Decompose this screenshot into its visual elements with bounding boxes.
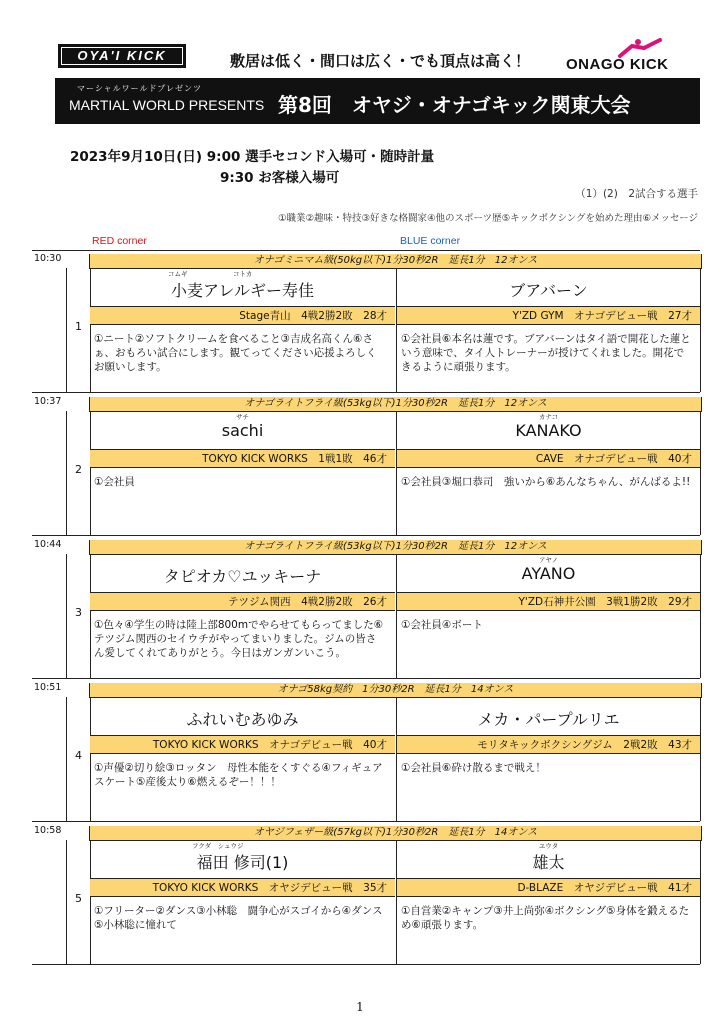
fighter-ruby: アヤノ	[538, 556, 559, 564]
red-corner-label: RED corner	[92, 235, 147, 247]
bout-row	[32, 251, 700, 393]
fighter-profile: ①会社員⑥砕け散るまで戦え！	[401, 762, 546, 774]
fighter-gym-record: TOKYO KICK WORKS オヤジデビュー戦 35才	[90, 878, 395, 897]
blue-fighter	[396, 840, 701, 964]
weight-class: オナゴ58kg契約 1分30秒2R 延長1分 14オンス	[89, 683, 702, 698]
fighter-profile: ①会社員④ボート	[401, 619, 483, 631]
fighter-name: 雄太	[532, 853, 565, 872]
fighter-name: ブアバーン	[509, 281, 588, 300]
fighter-gym-record: D-BLAZE オヤジデビュー戦 41才	[397, 878, 700, 897]
blue-fighter	[396, 268, 701, 392]
fighter-gym-record: モリタキックボクシングジム 2戦2敗 43才	[397, 735, 700, 754]
fighter-gym-record: テツジム関西 4戦2勝2敗 26才	[90, 592, 395, 611]
row-divider	[32, 392, 700, 393]
blue-corner-label: BLUE corner	[400, 235, 461, 247]
weight-class: オナゴライトフライ級(53kg以下)1分30秒2R 延長1分 12オンス	[89, 397, 702, 412]
fighter-gym-record: Y'ZD GYM オナゴデビュー戦 27才	[397, 306, 700, 325]
fighter-profile: ①会社員⑥本名は蓮です。ブアバーンはタイ語で開花した蓮という意味で、タイ人トレーナーが授けてくれました。開花できるように頑張ります。	[401, 333, 691, 373]
fighter-profile: ①会社員③堀口恭司 強いから⑥あんなちゃん、がんばるよ!!	[401, 476, 691, 488]
fighter-gym-record: TOKYO KICK WORKS 1戦1敗 46才	[90, 449, 395, 468]
bout-number	[66, 268, 91, 392]
blue-fighter	[396, 554, 701, 678]
bout-time: 10:51	[34, 682, 62, 693]
fighter-ruby: ユウタ	[538, 842, 559, 850]
red-fighter	[90, 554, 395, 678]
weight-class: オナゴライトフライ級(53kg以下)1分30秒2R 延長1分 12オンス	[89, 540, 702, 555]
fighter-profile: ①色々④学生の時は陸上部800mでやらせてもらってました⑥テツジム関西のセイウチがやってまいりました。ジムの皆さん愛してくれてありがとう。今日はガンガンいこう。	[94, 619, 384, 659]
bout-row	[32, 680, 700, 822]
fighter-name: AYANO	[521, 564, 576, 583]
kicker-icon	[610, 38, 670, 58]
fighter-profile: ①フリーター②ダンス③小林聡 闘争心がスゴイから④ダンス⑤小林聡に憧れて	[94, 905, 383, 931]
fighter-name: メカ・パープルリエ	[477, 710, 620, 729]
blue-fighter	[396, 697, 701, 821]
fighter-name: KANAKO	[515, 421, 582, 440]
red-fighter	[90, 411, 395, 535]
double-bout-note: （1）(2) 2試合する選手	[575, 188, 698, 200]
bout-number	[66, 554, 91, 678]
bout-number-label: 4	[75, 749, 82, 762]
bout-time: 10:30	[34, 253, 62, 264]
bout-time: 10:37	[34, 396, 62, 407]
bout-number	[66, 411, 91, 535]
fighter-profile: ①ニート②ソフトクリームを食べること③吉成名高くん⑥さぁ、おもろい試合にします。観てってください応援よろしくお願いします。	[94, 333, 377, 373]
onago-kick-logo	[562, 38, 692, 78]
schedule-line-1: 2023年9月10日(日) 9:00 選手セコンド入場可・随時計量	[70, 149, 435, 165]
fighter-ruby: カナコ	[538, 413, 559, 421]
fighter-ruby: フクダ シュウジ	[192, 842, 244, 850]
fighter-name: 小麦アレルギー寿佳	[171, 281, 314, 300]
fighter-gym-record: Stage青山 4戦2勝2敗 28才	[90, 306, 395, 325]
bout-number	[66, 697, 91, 821]
profile-legend: ①職業②趣味・特技③好きな格闘家④他のスポーツ歴⑤キックボクシングを始めた理由⑥メッセージ	[277, 213, 698, 224]
bout-row	[32, 823, 700, 965]
fighter-name: 福田 修司(1)	[196, 853, 289, 872]
weight-class: オヤジフェザー級(57kg以下)1分30秒2R 延長1分 14オンス	[89, 826, 702, 841]
blue-fighter	[396, 411, 701, 535]
weight-class: オナゴミニマム級(50kg以下)1分30秒2R 延長1分 12オンス	[89, 254, 702, 269]
fighter-name: ふれいむあゆみ	[186, 710, 299, 729]
fighter-profile: ①自営業②キャンプ③井上尚弥④ボクシング⑤身体を鍛えるため⑥頑張ります。	[401, 905, 690, 931]
fighter-ruby: サチ	[236, 413, 249, 421]
fighter-gym-record: TOKYO KICK WORKS オナゴデビュー戦 40才	[90, 735, 395, 754]
row-divider	[32, 535, 700, 536]
bout-table	[32, 250, 700, 971]
slogan: 敷居は低く・間口は広く・でも頂点は高く！	[230, 52, 531, 70]
event-banner	[55, 78, 700, 124]
bout-number-label: 5	[75, 892, 82, 905]
fighter-name: sachi	[221, 421, 264, 440]
fighter-profile: ①声優②切り絵③ロッタン 母性本能をくすぐる④フィギュアスケート⑤産後太り⑥燃えるぞー！！！	[94, 762, 383, 788]
onago-kick-logo-text: ONAGO KICK	[566, 56, 669, 73]
fighter-profile: ①会社員	[94, 476, 135, 488]
row-divider	[32, 964, 700, 965]
bout-time: 10:44	[34, 539, 62, 550]
row-divider	[32, 821, 700, 822]
bout-number-label: 2	[75, 463, 82, 476]
fighter-name: タピオカ♡ユッキーナ	[163, 567, 322, 586]
red-fighter	[90, 840, 395, 964]
fighter-ruby: コムギ コトカ	[168, 270, 253, 278]
bout-number-label: 1	[75, 320, 82, 333]
page-number: 1	[356, 1000, 364, 1014]
bout-time: 10:58	[34, 825, 62, 836]
event-title: 第8回 オヤジ・オナゴキック関東大会	[278, 93, 631, 117]
fighter-gym-record: CAVE オナゴデビュー戦 40才	[397, 449, 700, 468]
row-divider	[32, 678, 700, 679]
bout-row	[32, 394, 700, 536]
banner-kana: マーシャルワールドプレゼンツ	[77, 84, 202, 93]
bout-number-label: 3	[75, 606, 82, 619]
bout-number	[66, 840, 91, 964]
oyaji-kick-logo: OYA'I KICK	[58, 44, 186, 68]
banner-presents: MARTIAL WORLD PRESENTS	[69, 97, 265, 113]
bout-row	[32, 537, 700, 679]
fighter-gym-record: Y'ZD石神井公園 3戦1勝2敗 29才	[397, 592, 700, 611]
schedule-line-2: 9:30 お客様入場可	[220, 170, 340, 186]
red-fighter	[90, 268, 395, 392]
red-fighter	[90, 697, 395, 821]
